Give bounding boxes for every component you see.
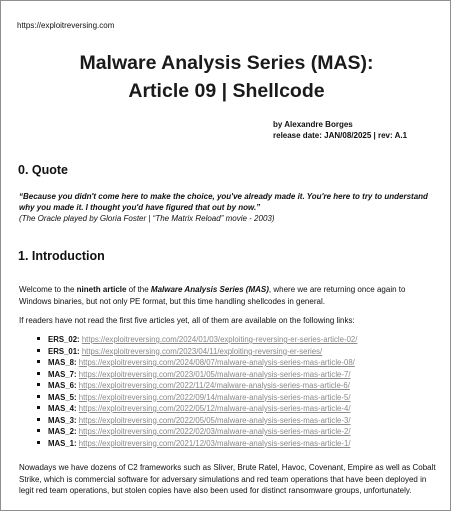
text-run: , where we are returning once again to Windows binaries, but not only PE format, but this time handling shellcodes in general.: [19, 285, 406, 306]
article-links-list: [37, 334, 357, 449]
quote-block: [19, 191, 439, 224]
bullet-icon: [37, 429, 40, 432]
byline: [273, 119, 407, 141]
link-tag: MAS_6:: [48, 381, 77, 390]
article-link[interactable]: https://exploitreversing.com/2022/11/24/malware-analysis-series-mas-article-6/: [78, 381, 350, 390]
link-tag: ERS_02:: [48, 335, 80, 344]
list-item: [37, 426, 357, 438]
list-item: [37, 392, 357, 404]
document-title-line-2: Article 09 | Shellcode: [128, 80, 325, 102]
bullet-icon: [37, 395, 40, 398]
author: by Alexandre Borges: [273, 120, 353, 129]
list-item: [37, 380, 357, 392]
section-heading-quote: 0. Quote: [18, 163, 69, 177]
link-tag: ERS_01:: [48, 346, 80, 356]
series-name: Malware Analysis Series (MAS): [150, 285, 269, 294]
link-tag: MAS_8:: [48, 358, 77, 367]
intro-paragraph-2: If readers have not read the first five articles yet, all of them are available on the following links:: [19, 316, 355, 325]
article-link[interactable]: https://exploitreversing.com/2022/09/14/malware-analysis-series-mas-article-5/: [78, 392, 351, 402]
bullet-icon: [37, 349, 40, 352]
article-link[interactable]: https://exploitreversing.com/2022/05/12/malware-analysis-series-mas-article-4/: [78, 404, 351, 413]
bullet-icon: [37, 372, 40, 375]
section-heading-introduction: 1. Introduction: [18, 249, 105, 263]
link-tag: MAS_1:: [48, 438, 77, 448]
bullet-icon: [37, 418, 40, 421]
page-header-url: https://exploitreversing.com: [17, 21, 115, 30]
bullet-icon: [37, 441, 40, 444]
bullet-icon: [37, 383, 40, 386]
text-run: of the: [126, 285, 151, 294]
release-date: release date: JAN/08/2025 | rev: A.1: [273, 131, 408, 140]
quote-text: “Because you didn't come here to make the choice, you've already made it. You're here to try to understand why you made it. I thought you'd have figured that out by now.”: [19, 192, 428, 212]
text-run: Welcome to the: [19, 285, 77, 294]
link-tag: MAS_2:: [48, 427, 77, 436]
list-item: [37, 346, 357, 358]
article-link[interactable]: https://exploitreversing.com/2024/08/07/malware-analysis-series-mas-article-08/: [78, 358, 355, 367]
list-item: [37, 415, 357, 427]
list-item: [37, 438, 357, 450]
intro-paragraph-3: Nowadays we have dozens of C2 frameworks such as Sliver, Brute Ratel, Havoc, Covenant, Empire as well as Cobalt Strike, which is commercial software for adversary simulations and red team operations that have been deployed in legit red team operations, but stolen copies have also been used for distinct ransomware groups, unfortunately.: [19, 463, 436, 495]
link-tag: MAS_7:: [48, 369, 77, 379]
bullet-icon: [37, 360, 40, 363]
document-title-line-1: Malware Analysis Series (MAS):: [79, 52, 374, 74]
intro-paragraph-1: [19, 284, 437, 307]
article-link[interactable]: https://exploitreversing.com/2022/02/03/malware-analysis-series-mas-article-2/: [78, 427, 351, 436]
article-link[interactable]: https://exploitreversing.com/2022/05/05/malware-analysis-series-mas-article-3/: [78, 415, 351, 425]
article-link[interactable]: https://exploitreversing.com/2024/01/03/exploiting-reversing-er-series-article-02/: [81, 335, 358, 344]
list-item: [37, 334, 357, 346]
text-run-bold: nineth article: [76, 285, 127, 294]
list-item: [37, 369, 357, 381]
list-item: [37, 403, 357, 415]
bullet-icon: [37, 406, 40, 409]
article-link[interactable]: https://exploitreversing.com/2021/12/03/malware-analysis-series-mas-article-1/: [78, 438, 351, 448]
article-link[interactable]: https://exploitreversing.com/2023/04/11/exploiting-reversing-er-series/: [81, 346, 323, 356]
quote-source: (The Oracle played by Gloria Foster | “The Matrix Reload” movie - 2003): [19, 214, 275, 223]
article-link[interactable]: https://exploitreversing.com/2023/01/05/malware-analysis-series-mas-article-7/: [78, 369, 351, 379]
link-tag: MAS_3:: [48, 415, 77, 425]
bullet-icon: [37, 337, 40, 340]
list-item: [37, 357, 357, 369]
link-tag: MAS_4:: [48, 404, 77, 413]
link-tag: MAS_5:: [48, 392, 77, 402]
